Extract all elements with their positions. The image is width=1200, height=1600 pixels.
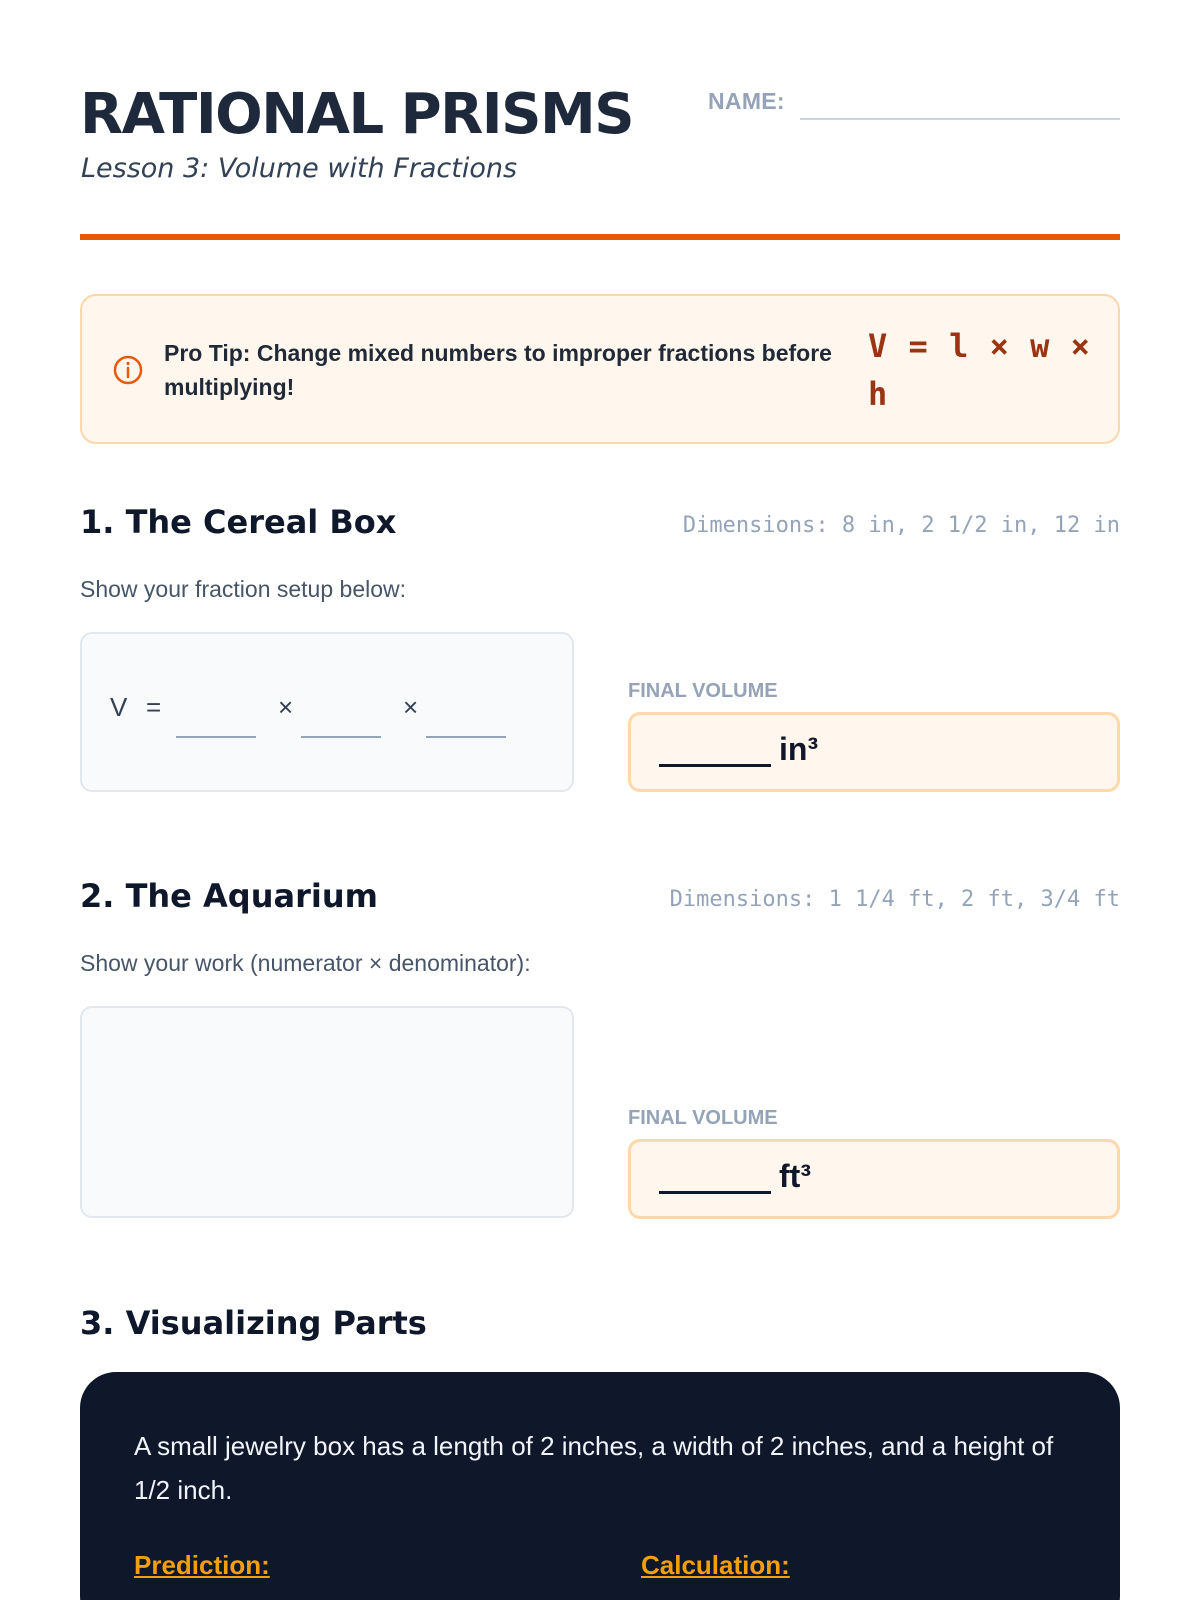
final-volume-label: FINAL VOLUME [628,680,778,702]
width-blank[interactable] [301,736,381,738]
final-volume-label: FINAL VOLUME [628,1107,778,1129]
length-blank[interactable] [176,736,256,738]
calculation-label: Calculation: [641,1550,790,1580]
header-divider [80,234,1120,240]
name-field[interactable] [800,118,1120,120]
problem-1-title: 1. The Cereal Box [80,503,397,541]
worksheet-title: RATIONAL PRISMS [80,82,634,147]
problem-2-dimensions: Dimensions: 1 1/4 ft, 2 ft, 3/4 ft [669,887,1120,912]
problem-2-instruction: Show your work (numerator × denominator): [80,950,531,976]
problem-2-work-area[interactable] [80,1006,574,1218]
problem-1-instruction: Show your fraction setup below: [80,576,407,602]
answer-blank [659,764,771,767]
pro-tip-text: Pro Tip: Change mixed numbers to improper fractions before multiplying! [164,340,832,400]
problem-3-text: A small jewelry box has a length of 2 inches, a width of 2 inches, and a height of 1/2 inch. [134,1431,1054,1505]
volume-formula: V = l × w × h [868,327,1090,413]
problem-1-work-area[interactable] [80,632,574,792]
volume-unit: ft³ [779,1158,811,1194]
answer-blank [659,1191,771,1194]
times-sign: × [278,692,294,722]
problem-2-title: 2. The Aquarium [80,877,378,915]
pro-tip-box [80,294,1120,444]
problem-3-card [80,1372,1120,1600]
prediction-label: Prediction: [134,1550,270,1580]
equation-lhs: V [110,692,128,722]
equation-equals: = [146,692,162,722]
info-icon [112,354,144,386]
times-sign: × [403,692,419,722]
problem-2-final-volume-field[interactable] [628,1139,1120,1219]
name-label: NAME: [708,88,785,114]
problem-1-dimensions: Dimensions: 8 in, 2 1/2 in, 12 in [682,513,1120,538]
volume-unit: in³ [779,731,819,767]
lesson-subtitle: Lesson 3: Volume with Fractions [81,153,518,184]
problem-1-final-volume-field[interactable] [628,712,1120,792]
height-blank[interactable] [426,736,506,738]
problem-3-title: 3. Visualizing Parts [80,1304,427,1342]
